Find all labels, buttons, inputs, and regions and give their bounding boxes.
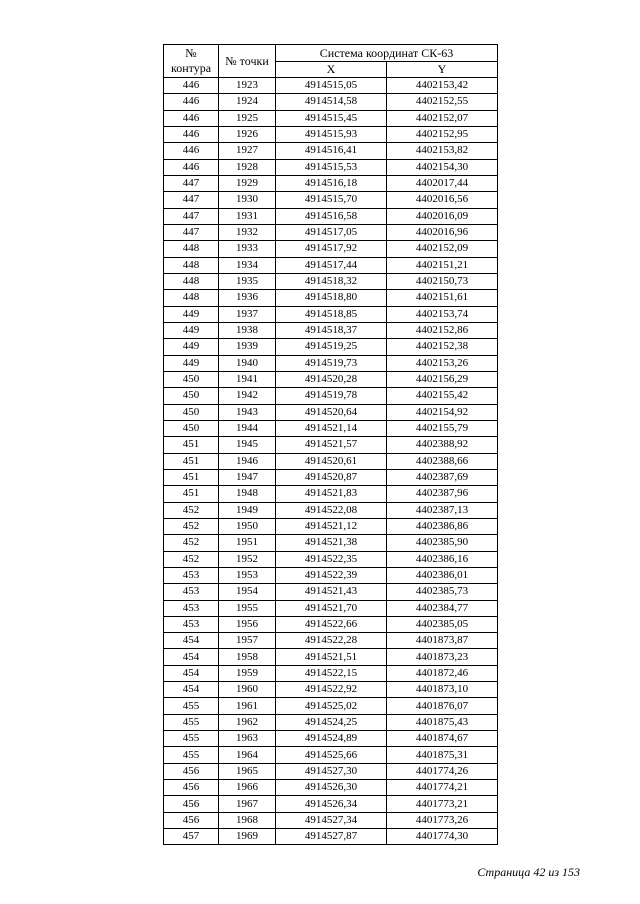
point-number-cell: 1929 — [219, 175, 276, 191]
table-row — [164, 110, 498, 126]
contour-number-cell: 448 — [164, 241, 219, 257]
x-coordinate-cell: 4914515,53 — [276, 159, 387, 175]
y-coordinate-cell: 4401774,26 — [387, 763, 498, 779]
point-number-cell: 1944 — [219, 420, 276, 436]
y-coordinate-cell: 4402017,44 — [387, 175, 498, 191]
table-row — [164, 208, 498, 224]
table-row — [164, 339, 498, 355]
y-coordinate-cell: 4402385,05 — [387, 616, 498, 632]
x-coordinate-cell: 4914517,44 — [276, 257, 387, 273]
table-row — [164, 682, 498, 698]
y-coordinate-cell: 4402150,73 — [387, 273, 498, 289]
table-row — [164, 535, 498, 551]
point-number-cell: 1936 — [219, 290, 276, 306]
table-row — [164, 551, 498, 567]
point-number-cell: 1957 — [219, 633, 276, 649]
x-coordinate-cell: 4914521,38 — [276, 535, 387, 551]
contour-number-cell: 448 — [164, 273, 219, 289]
table-row — [164, 518, 498, 534]
contour-number-cell: 454 — [164, 682, 219, 698]
contour-number-cell: 452 — [164, 551, 219, 567]
x-coordinate-cell: 4914527,30 — [276, 763, 387, 779]
point-number-cell: 1958 — [219, 649, 276, 665]
point-number-cell: 1927 — [219, 143, 276, 159]
y-coordinate-cell: 4401873,10 — [387, 682, 498, 698]
y-coordinate-cell: 4402155,79 — [387, 420, 498, 436]
point-number-cell: 1924 — [219, 94, 276, 110]
contour-number-cell: 450 — [164, 420, 219, 436]
table-row — [164, 306, 498, 322]
table-row — [164, 371, 498, 387]
table-row — [164, 567, 498, 583]
table-row — [164, 486, 498, 502]
contour-number-cell: 451 — [164, 437, 219, 453]
y-coordinate-cell: 4402152,07 — [387, 110, 498, 126]
contour-number-cell: 455 — [164, 731, 219, 747]
x-coordinate-cell: 4914526,30 — [276, 780, 387, 796]
point-number-cell: 1932 — [219, 224, 276, 240]
table-row — [164, 600, 498, 616]
table-row — [164, 175, 498, 191]
y-coordinate-cell: 4402386,16 — [387, 551, 498, 567]
table-row — [164, 241, 498, 257]
table-header — [164, 45, 498, 78]
x-coordinate-cell: 4914519,73 — [276, 355, 387, 371]
y-coordinate-cell: 4401773,26 — [387, 812, 498, 828]
x-coordinate-cell: 4914524,89 — [276, 731, 387, 747]
x-coordinate-cell: 4914522,92 — [276, 682, 387, 698]
x-coordinate-cell: 4914525,02 — [276, 698, 387, 714]
table-row — [164, 224, 498, 240]
page-number-footer: Страница 42 из 153 — [477, 865, 580, 879]
y-coordinate-cell: 4402384,77 — [387, 600, 498, 616]
y-coordinate-cell: 4402152,86 — [387, 322, 498, 338]
contour-number-cell: 449 — [164, 322, 219, 338]
contour-number-cell: 451 — [164, 453, 219, 469]
table-row — [164, 355, 498, 371]
y-coordinate-cell: 4402153,42 — [387, 78, 498, 94]
table-row — [164, 388, 498, 404]
point-number-cell: 1925 — [219, 110, 276, 126]
table-row — [164, 420, 498, 436]
point-number-cell: 1966 — [219, 780, 276, 796]
y-coordinate-cell: 4401774,30 — [387, 829, 498, 845]
table-row — [164, 616, 498, 632]
point-number-cell: 1955 — [219, 600, 276, 616]
contour-number-cell: 456 — [164, 763, 219, 779]
x-coordinate-cell: 4914521,43 — [276, 584, 387, 600]
contour-number-cell: 448 — [164, 290, 219, 306]
point-number-cell: 1969 — [219, 829, 276, 845]
contour-number-cell: 455 — [164, 698, 219, 714]
x-coordinate-cell: 4914515,45 — [276, 110, 387, 126]
x-coordinate-cell: 4914518,32 — [276, 273, 387, 289]
table-row — [164, 763, 498, 779]
x-coordinate-cell: 4914520,28 — [276, 371, 387, 387]
point-number-cell: 1946 — [219, 453, 276, 469]
y-coordinate-cell: 4402151,61 — [387, 290, 498, 306]
point-number-cell: 1952 — [219, 551, 276, 567]
x-coordinate-cell: 4914516,58 — [276, 208, 387, 224]
contour-number-cell: 450 — [164, 388, 219, 404]
x-coordinate-cell: 4914521,51 — [276, 649, 387, 665]
point-number-cell: 1963 — [219, 731, 276, 747]
contour-number-cell: 446 — [164, 159, 219, 175]
point-number-cell: 1937 — [219, 306, 276, 322]
y-coordinate-cell: 4401774,21 — [387, 780, 498, 796]
table-row — [164, 829, 498, 845]
y-coordinate-cell: 4402156,29 — [387, 371, 498, 387]
x-coordinate-cell: 4914521,70 — [276, 600, 387, 616]
contour-number-cell: 447 — [164, 192, 219, 208]
y-coordinate-cell: 4402385,73 — [387, 584, 498, 600]
point-number-header: № точки — [219, 45, 276, 78]
table-row — [164, 94, 498, 110]
y-coordinate-cell: 4402154,92 — [387, 404, 498, 420]
y-column-header: Y — [387, 61, 498, 78]
x-coordinate-cell: 4914514,58 — [276, 94, 387, 110]
contour-number-cell: 453 — [164, 600, 219, 616]
x-coordinate-cell: 4914520,61 — [276, 453, 387, 469]
table-row — [164, 437, 498, 453]
point-number-cell: 1933 — [219, 241, 276, 257]
table-row — [164, 290, 498, 306]
x-coordinate-cell: 4914518,37 — [276, 322, 387, 338]
y-coordinate-cell: 4402016,56 — [387, 192, 498, 208]
x-coordinate-cell: 4914515,70 — [276, 192, 387, 208]
point-number-cell: 1923 — [219, 78, 276, 94]
y-coordinate-cell: 4402387,69 — [387, 469, 498, 485]
y-coordinate-cell: 4402154,30 — [387, 159, 498, 175]
x-coordinate-cell: 4914515,05 — [276, 78, 387, 94]
y-coordinate-cell: 4402386,86 — [387, 518, 498, 534]
y-coordinate-cell: 4402151,21 — [387, 257, 498, 273]
contour-number-cell: 455 — [164, 747, 219, 763]
y-coordinate-cell: 4402153,82 — [387, 143, 498, 159]
table-row — [164, 469, 498, 485]
contour-number-cell: 449 — [164, 355, 219, 371]
contour-number-cell: 446 — [164, 94, 219, 110]
y-coordinate-cell: 4402152,09 — [387, 241, 498, 257]
table-row — [164, 192, 498, 208]
point-number-cell: 1926 — [219, 126, 276, 142]
x-coordinate-cell: 4914518,80 — [276, 290, 387, 306]
table-row — [164, 649, 498, 665]
y-coordinate-cell: 4402152,95 — [387, 126, 498, 142]
x-coordinate-cell: 4914527,87 — [276, 829, 387, 845]
point-number-cell: 1930 — [219, 192, 276, 208]
point-number-cell: 1967 — [219, 796, 276, 812]
point-number-cell: 1956 — [219, 616, 276, 632]
y-coordinate-cell: 4402388,92 — [387, 437, 498, 453]
contour-number-cell: 450 — [164, 404, 219, 420]
x-coordinate-cell: 4914527,34 — [276, 812, 387, 828]
table-row — [164, 78, 498, 94]
point-number-cell: 1941 — [219, 371, 276, 387]
x-coordinate-cell: 4914522,66 — [276, 616, 387, 632]
x-coordinate-cell: 4914522,35 — [276, 551, 387, 567]
x-coordinate-cell: 4914519,25 — [276, 339, 387, 355]
point-number-cell: 1940 — [219, 355, 276, 371]
contour-header-line2: контура — [170, 61, 212, 75]
point-number-cell: 1948 — [219, 486, 276, 502]
table-row — [164, 665, 498, 681]
y-coordinate-cell: 4401872,46 — [387, 665, 498, 681]
contour-number-cell: 450 — [164, 371, 219, 387]
table-body — [164, 78, 498, 845]
y-coordinate-cell: 4401874,67 — [387, 731, 498, 747]
coordinate-system-header: Система координат СК-63 — [276, 45, 498, 62]
coordinates-table — [163, 44, 498, 845]
table-row — [164, 143, 498, 159]
contour-number-cell: 454 — [164, 633, 219, 649]
x-coordinate-cell: 4914522,39 — [276, 567, 387, 583]
x-coordinate-cell: 4914522,08 — [276, 502, 387, 518]
contour-number-cell: 451 — [164, 469, 219, 485]
contour-number-cell: 454 — [164, 649, 219, 665]
point-number-cell: 1939 — [219, 339, 276, 355]
y-coordinate-cell: 4402152,55 — [387, 94, 498, 110]
contour-number-cell: 447 — [164, 175, 219, 191]
y-coordinate-cell: 4401773,21 — [387, 796, 498, 812]
x-coordinate-cell: 4914517,05 — [276, 224, 387, 240]
x-coordinate-cell: 4914526,34 — [276, 796, 387, 812]
table-row — [164, 404, 498, 420]
contour-number-cell: 452 — [164, 518, 219, 534]
contour-number-cell: 457 — [164, 829, 219, 845]
x-coordinate-cell: 4914521,83 — [276, 486, 387, 502]
table-row — [164, 502, 498, 518]
x-coordinate-cell: 4914516,18 — [276, 175, 387, 191]
contour-number-cell: 452 — [164, 502, 219, 518]
point-number-cell: 1960 — [219, 682, 276, 698]
contour-number-header — [164, 45, 219, 78]
y-coordinate-cell: 4402153,74 — [387, 306, 498, 322]
y-coordinate-cell: 4402386,01 — [387, 567, 498, 583]
table-row — [164, 796, 498, 812]
x-coordinate-cell: 4914522,15 — [276, 665, 387, 681]
table-row — [164, 812, 498, 828]
y-coordinate-cell: 4401875,31 — [387, 747, 498, 763]
point-number-cell: 1928 — [219, 159, 276, 175]
contour-number-cell: 447 — [164, 224, 219, 240]
table-row — [164, 273, 498, 289]
table-row — [164, 698, 498, 714]
y-coordinate-cell: 4402152,38 — [387, 339, 498, 355]
y-coordinate-cell: 4402385,90 — [387, 535, 498, 551]
point-number-cell: 1950 — [219, 518, 276, 534]
point-number-cell: 1962 — [219, 714, 276, 730]
table-row — [164, 257, 498, 273]
point-number-cell: 1964 — [219, 747, 276, 763]
contour-number-cell: 446 — [164, 126, 219, 142]
point-number-cell: 1965 — [219, 763, 276, 779]
point-number-cell: 1935 — [219, 273, 276, 289]
table-row — [164, 731, 498, 747]
contour-number-cell: 446 — [164, 143, 219, 159]
contour-number-cell: 455 — [164, 714, 219, 730]
contour-number-cell: 453 — [164, 616, 219, 632]
y-coordinate-cell: 4401873,23 — [387, 649, 498, 665]
point-number-cell: 1938 — [219, 322, 276, 338]
point-number-cell: 1943 — [219, 404, 276, 420]
table-row — [164, 453, 498, 469]
contour-number-cell: 446 — [164, 110, 219, 126]
point-number-cell: 1934 — [219, 257, 276, 273]
point-number-cell: 1968 — [219, 812, 276, 828]
contour-number-cell: 451 — [164, 486, 219, 502]
x-coordinate-cell: 4914525,66 — [276, 747, 387, 763]
y-coordinate-cell: 4402387,96 — [387, 486, 498, 502]
contour-number-cell: 449 — [164, 339, 219, 355]
contour-number-cell: 456 — [164, 812, 219, 828]
point-number-cell: 1949 — [219, 502, 276, 518]
contour-number-cell: 454 — [164, 665, 219, 681]
contour-number-cell: 447 — [164, 208, 219, 224]
contour-number-cell: 448 — [164, 257, 219, 273]
point-number-cell: 1954 — [219, 584, 276, 600]
point-number-cell: 1951 — [219, 535, 276, 551]
point-number-cell: 1961 — [219, 698, 276, 714]
contour-header-line1: № — [185, 46, 197, 60]
table-row — [164, 780, 498, 796]
contour-number-cell: 452 — [164, 535, 219, 551]
y-coordinate-cell: 4402016,96 — [387, 224, 498, 240]
contour-number-cell: 453 — [164, 584, 219, 600]
contour-number-cell: 456 — [164, 780, 219, 796]
y-coordinate-cell: 4402155,42 — [387, 388, 498, 404]
table-row — [164, 322, 498, 338]
point-number-cell: 1945 — [219, 437, 276, 453]
table-row — [164, 126, 498, 142]
x-coordinate-cell: 4914520,64 — [276, 404, 387, 420]
point-number-cell: 1953 — [219, 567, 276, 583]
contour-number-cell: 453 — [164, 567, 219, 583]
y-coordinate-cell: 4402388,66 — [387, 453, 498, 469]
x-coordinate-cell: 4914518,85 — [276, 306, 387, 322]
point-number-cell: 1942 — [219, 388, 276, 404]
x-coordinate-cell: 4914522,28 — [276, 633, 387, 649]
table-row — [164, 633, 498, 649]
point-number-cell: 1947 — [219, 469, 276, 485]
y-coordinate-cell: 4401873,87 — [387, 633, 498, 649]
table-row — [164, 159, 498, 175]
y-coordinate-cell: 4402387,13 — [387, 502, 498, 518]
x-coordinate-cell: 4914517,92 — [276, 241, 387, 257]
contour-number-cell: 449 — [164, 306, 219, 322]
table-row — [164, 747, 498, 763]
x-coordinate-cell: 4914521,12 — [276, 518, 387, 534]
x-coordinate-cell: 4914515,93 — [276, 126, 387, 142]
y-coordinate-cell: 4401876,07 — [387, 698, 498, 714]
contour-number-cell: 456 — [164, 796, 219, 812]
y-coordinate-cell: 4402016,09 — [387, 208, 498, 224]
y-coordinate-cell: 4402153,26 — [387, 355, 498, 371]
x-coordinate-cell: 4914516,41 — [276, 143, 387, 159]
contour-number-cell: 446 — [164, 78, 219, 94]
y-coordinate-cell: 4401875,43 — [387, 714, 498, 730]
point-number-cell: 1959 — [219, 665, 276, 681]
x-column-header: X — [276, 61, 387, 78]
x-coordinate-cell: 4914524,25 — [276, 714, 387, 730]
table-row — [164, 714, 498, 730]
x-coordinate-cell: 4914521,14 — [276, 420, 387, 436]
x-coordinate-cell: 4914520,87 — [276, 469, 387, 485]
point-number-cell: 1931 — [219, 208, 276, 224]
table-row — [164, 584, 498, 600]
x-coordinate-cell: 4914521,57 — [276, 437, 387, 453]
x-coordinate-cell: 4914519,78 — [276, 388, 387, 404]
